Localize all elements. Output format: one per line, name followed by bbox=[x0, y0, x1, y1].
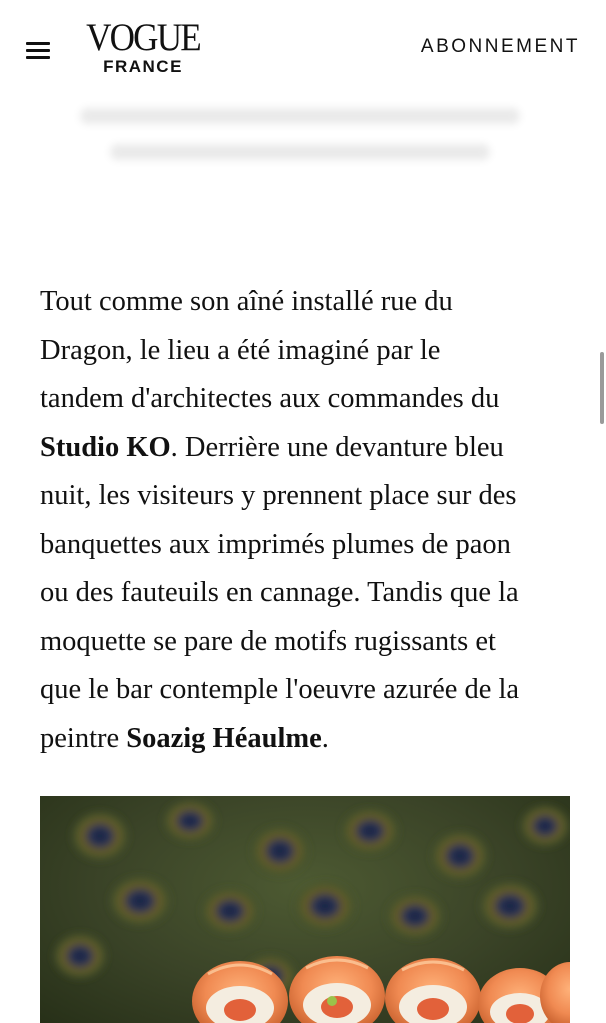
menu-bar-middle bbox=[26, 49, 50, 52]
article-text-run: peintre bbox=[40, 722, 127, 754]
scrollbar-thumb[interactable] bbox=[600, 352, 604, 424]
article-text-run: Tout comme son aîné installé rue du bbox=[40, 286, 453, 317]
article-line bbox=[40, 375, 580, 424]
bold-name-text: Studio KO bbox=[40, 431, 171, 463]
faded-caption bbox=[70, 108, 530, 188]
article-line bbox=[40, 327, 580, 376]
menu-bar-top bbox=[26, 42, 50, 45]
logo-wordmark: VOGUE bbox=[86, 16, 200, 59]
sushi-photo-illustration bbox=[40, 796, 570, 1023]
site-header bbox=[0, 0, 606, 100]
article-text-run: banquettes aux imprimés plumes de paon bbox=[40, 528, 511, 560]
subscribe-link[interactable]: ABONNEMENT bbox=[420, 36, 580, 57]
article-text-run: tandem d'architectes aux commandes du bbox=[40, 383, 500, 414]
article-line bbox=[40, 569, 580, 618]
article-line bbox=[40, 715, 580, 764]
article-line bbox=[40, 472, 580, 521]
vogue-france-logo[interactable] bbox=[78, 18, 208, 76]
article-text-run: Dragon, le lieu a été imaginé par le bbox=[40, 334, 441, 366]
logo-edition: FRANCE bbox=[103, 57, 183, 76]
hamburger-menu-icon[interactable] bbox=[26, 38, 52, 60]
article-text-run: . bbox=[321, 722, 329, 754]
article-text-run: moquette se pare de motifs rugissants et bbox=[40, 625, 496, 657]
article-text-run: nuit, les visiteurs y prennent place sur des bbox=[40, 480, 517, 511]
faded-caption-line bbox=[110, 144, 490, 160]
article-line bbox=[40, 521, 580, 570]
article-photo bbox=[40, 796, 570, 1023]
article-text-run: . Derrière une devanture bleu bbox=[170, 431, 504, 463]
menu-bar-bottom bbox=[26, 56, 50, 59]
article-line bbox=[40, 618, 580, 667]
article-line bbox=[40, 666, 580, 715]
bold-name-text: Soazig Héaulme bbox=[126, 722, 322, 754]
article-line bbox=[40, 278, 580, 327]
article-paragraph bbox=[40, 278, 580, 763]
article-line bbox=[40, 424, 580, 473]
faded-caption-line bbox=[80, 108, 520, 124]
article-text-run: que le bar contemple l'oeuvre azurée de la bbox=[40, 674, 520, 705]
article-text-run: ou des fauteuils en cannage. Tandis que la bbox=[40, 577, 519, 608]
